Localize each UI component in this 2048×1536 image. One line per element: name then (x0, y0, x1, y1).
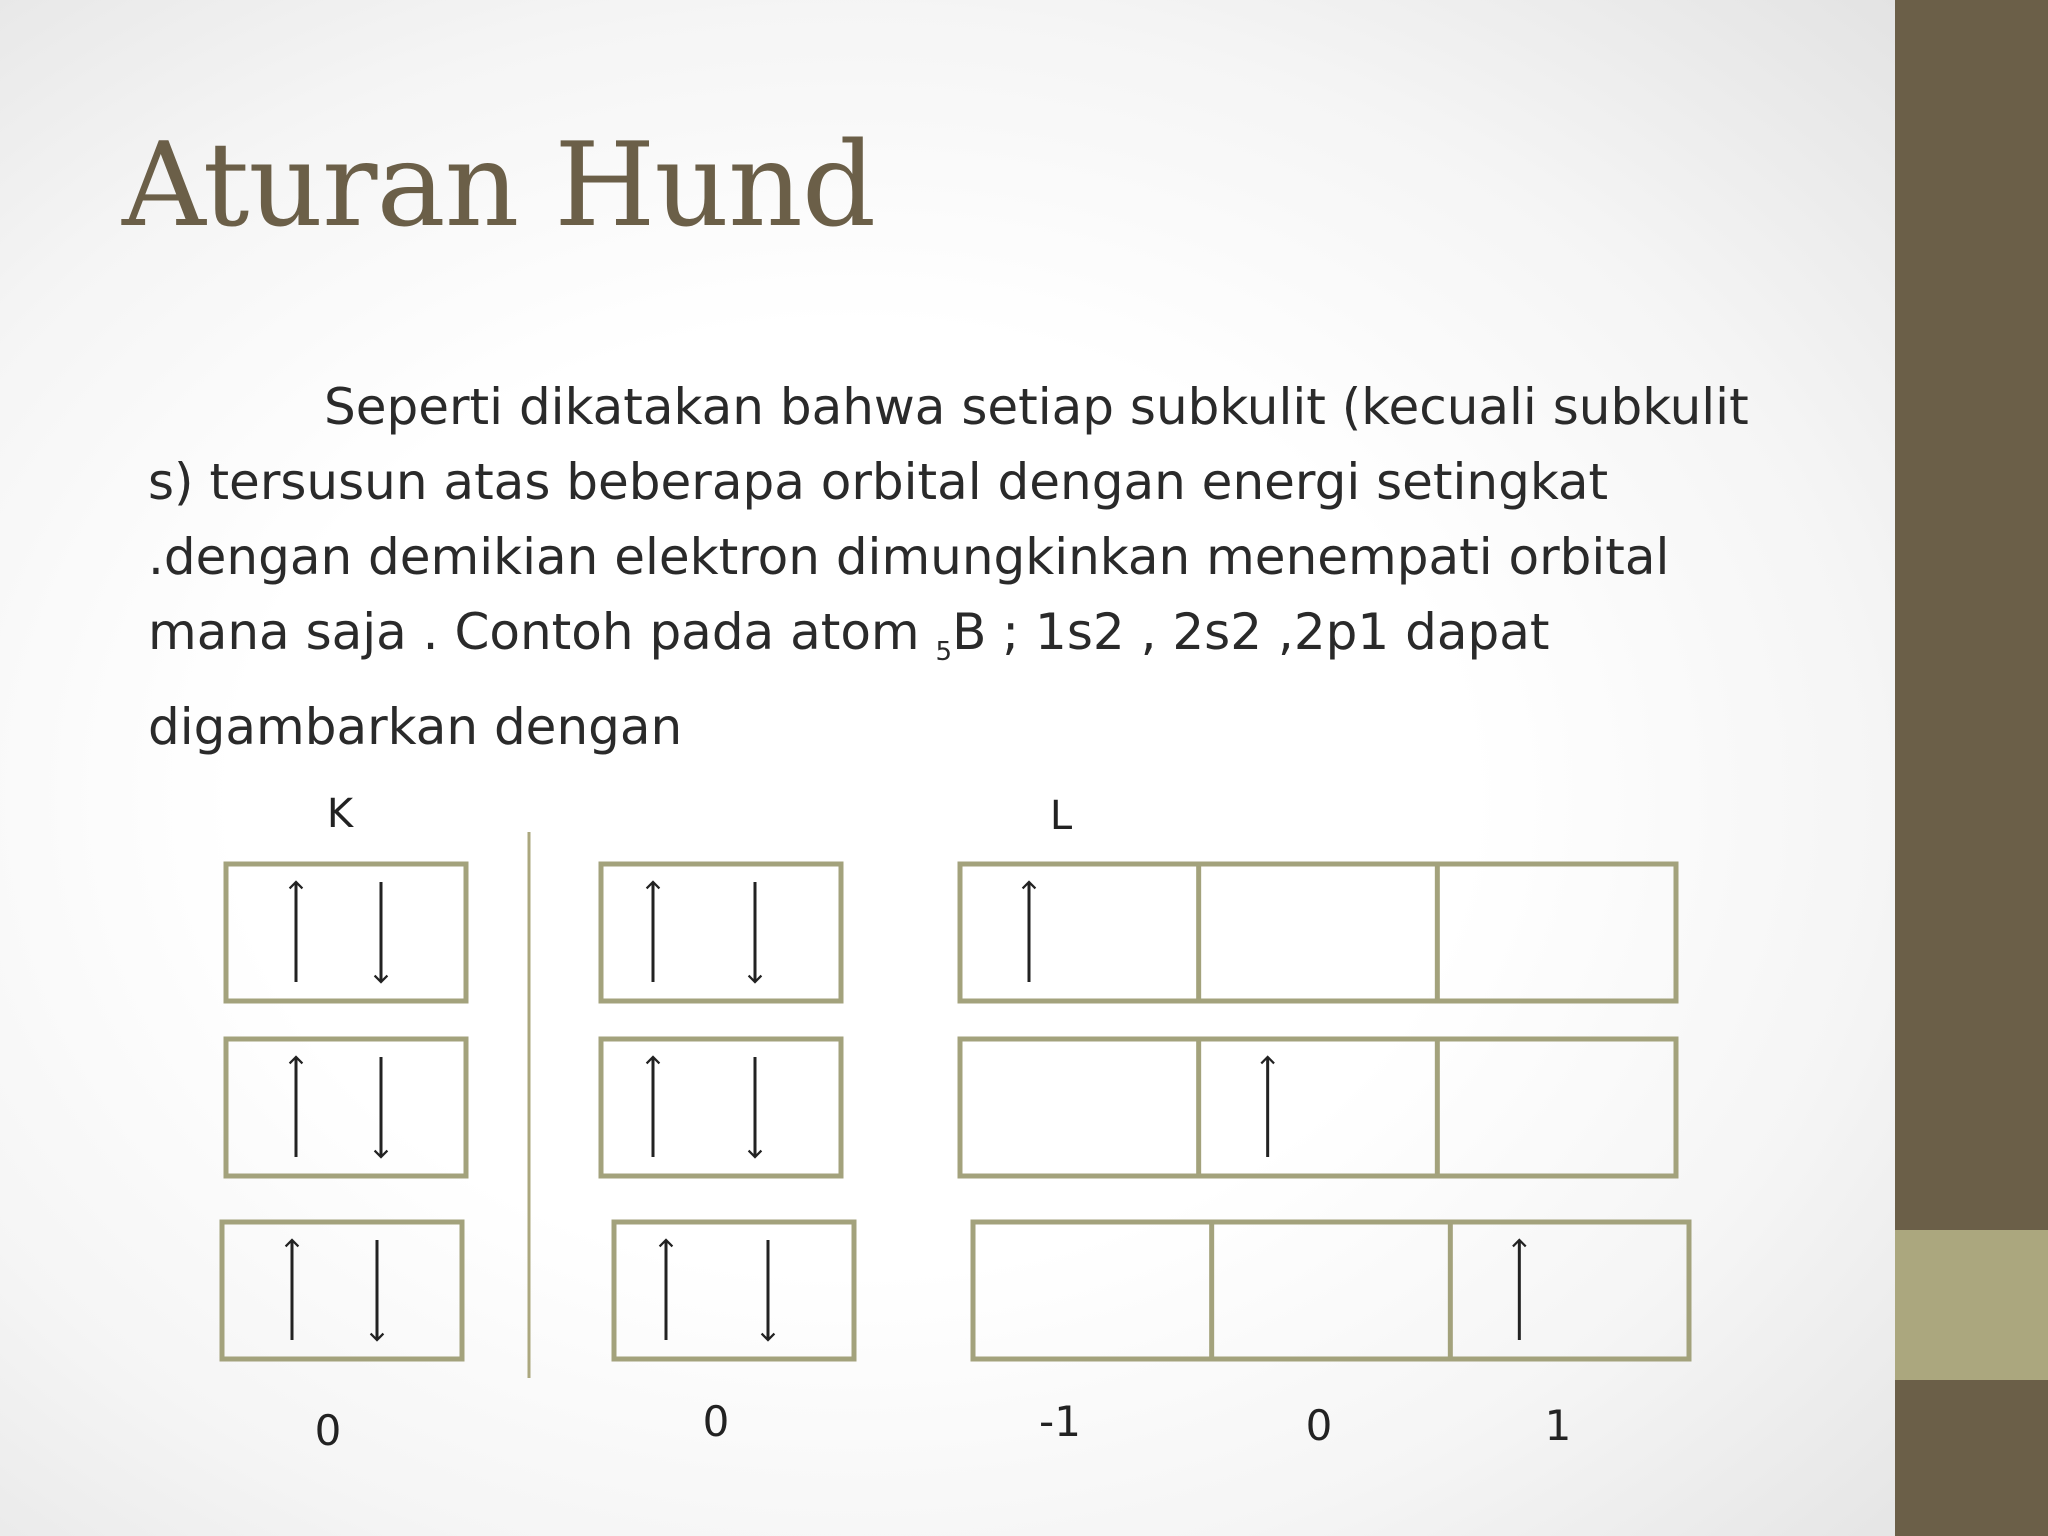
side-accent-block (1895, 1230, 2048, 1380)
quantum-label-l-s: 0 (702, 1397, 730, 1446)
quantum-label-p-plus1: 1 (1544, 1401, 1572, 1450)
quantum-label-k-s: 0 (314, 1406, 342, 1455)
atomic-number-subscript: 5 (935, 637, 953, 667)
body-paragraph (148, 370, 1788, 765)
shell-label-l: L (1049, 793, 1073, 839)
slide-title: Aturan Hund (122, 118, 876, 253)
paragraph-text-part1: Seperti dikatakan bahwa setiap subkulit (kecuali subkulit s) tersusun atas beberapa orbital dengan energi setingkat .dengan demikian elektron dimungkinkan menempati orbital mana saja . Contoh pada atom (148, 378, 1749, 661)
quantum-label-p-0: 0 (1305, 1401, 1333, 1450)
shell-label-k: K (326, 791, 354, 837)
quantum-label-p-minus1: -1 (1039, 1397, 1081, 1446)
paragraph-text-part2: B ; 1s2 , 2s2 ,2p1 dapat digambarkan dengan (148, 603, 1550, 756)
